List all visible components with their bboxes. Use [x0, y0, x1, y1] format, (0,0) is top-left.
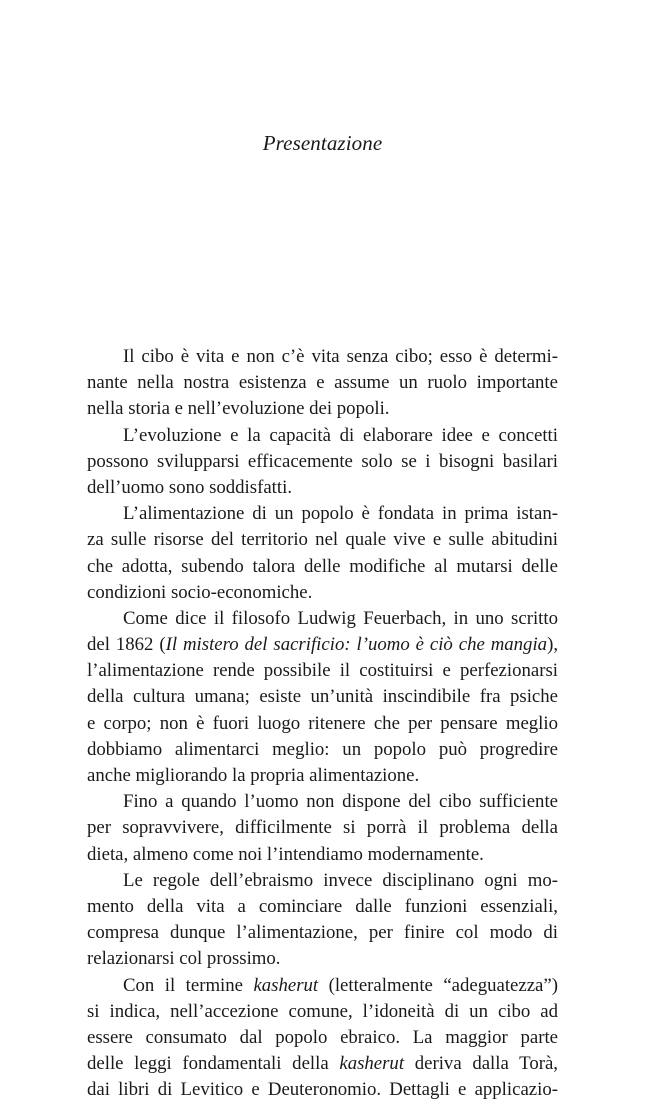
text-segment: si indica, nell’accezione comune, l’idoneità di un cibo ad	[87, 1000, 558, 1022]
text-line	[87, 423, 558, 449]
text-line	[87, 789, 558, 815]
text-line	[87, 946, 558, 972]
text-segment: Il cibo è vita e non c’è vita senza cibo; esso è determi-	[123, 346, 558, 367]
text-line	[87, 449, 558, 475]
text-line	[87, 763, 558, 789]
text-segment: dieta, almeno come noi l’intendiamo modernamente.	[87, 843, 484, 865]
text-segment: e corpo; non è fuori luogo ritenere che per pensare meglio	[87, 712, 558, 734]
text-segment: relazionarsi col prossimo.	[87, 948, 281, 970]
text-segment: dobbiamo alimentarci meglio: un popolo può progredire	[87, 738, 558, 760]
text-segment: del 1862 (	[87, 634, 166, 656]
text-line	[87, 999, 558, 1025]
text-line	[87, 632, 558, 658]
text-line	[87, 973, 558, 999]
text-line	[87, 920, 558, 946]
text-segment: che adotta, subendo talora delle modifiche al mutarsi delle	[87, 555, 558, 577]
text-line	[87, 894, 558, 920]
text-segment: della cultura umana; esiste un’unità inscindibile fra psiche	[87, 686, 558, 708]
text-segment: mento della vita a cominciare dalle funzioni essenziali,	[87, 895, 558, 917]
text-segment: Le regole dell’ebraismo invece disciplinano ogni mo-	[123, 869, 558, 891]
text-segment: Fino a quando l’uomo non dispone del cibo sufficiente	[123, 791, 558, 813]
text-line	[87, 684, 558, 710]
text-line	[87, 842, 558, 868]
text-segment: possono svilupparsi efficacemente solo se i bisogni basilari	[87, 450, 558, 472]
text-segment: dell’uomo sono soddisfatti.	[87, 476, 293, 498]
text-segment: (letteralmente “adeguatezza”)	[318, 974, 558, 996]
text-segment: nante nella nostra esistenza e assume un ruolo importante	[87, 372, 558, 394]
text-line	[87, 868, 558, 894]
text-line	[87, 580, 558, 606]
text-line	[87, 554, 558, 580]
text-segment: L’evoluzione e la capacità di elaborare idee e concetti	[123, 424, 558, 446]
text-segment: nella storia e nell’evoluzione dei popoli.	[87, 398, 390, 420]
text-segment: ),	[547, 634, 558, 656]
italic-text: kasherut	[253, 974, 319, 996]
text-segment: compresa dunque l’alimentazione, per finire col modo di	[87, 922, 558, 944]
text-line	[87, 527, 558, 553]
text-segment: condizioni socio-economiche.	[87, 581, 313, 603]
text-segment: anche migliorando la propria alimentazione.	[87, 765, 420, 786]
text-segment: per sopravvivere, difficilmente si porrà il problema della	[87, 817, 558, 839]
text-segment: Con il termine	[123, 974, 254, 996]
text-segment: L’alimentazione di un popolo è fondata in prima istan-	[123, 503, 558, 525]
text-line	[87, 1025, 558, 1051]
italic-text: kasherut	[339, 1053, 405, 1075]
text-segment: Come dice il filosofo Ludwig Feuerbach, in uno scritto	[123, 607, 558, 629]
text-line	[87, 737, 558, 763]
text-line	[87, 501, 558, 527]
text-segment: delle leggi fondamentali della	[87, 1053, 340, 1075]
text-segment: za sulle risorse del territorio nel quale vive e sulle abitudini	[87, 529, 558, 551]
text-line	[87, 1077, 558, 1103]
text-line	[87, 606, 558, 632]
text-line	[87, 396, 558, 422]
text-segment: essere consumato dal popolo ebraico. La maggior parte	[87, 1026, 558, 1048]
text-segment: dai libri di Levitico e Deuteronomio. Dettagli e applicazio-	[87, 1079, 558, 1101]
text-segment: deriva dalla Torà,	[404, 1053, 558, 1075]
text-segment: l’alimentazione rende possibile il costituirsi e perfezionarsi	[87, 660, 558, 682]
text-line	[87, 1051, 558, 1077]
text-line	[87, 370, 558, 396]
text-line	[87, 658, 558, 684]
text-line	[87, 711, 558, 737]
italic-text: Il mistero del sacrificio: l’uomo è ciò che mangia	[165, 634, 548, 656]
text-line	[87, 815, 558, 841]
text-line	[87, 344, 558, 370]
text-line	[87, 475, 558, 501]
chapter-title: Presentazione	[262, 131, 383, 155]
body-text	[87, 344, 558, 1103]
